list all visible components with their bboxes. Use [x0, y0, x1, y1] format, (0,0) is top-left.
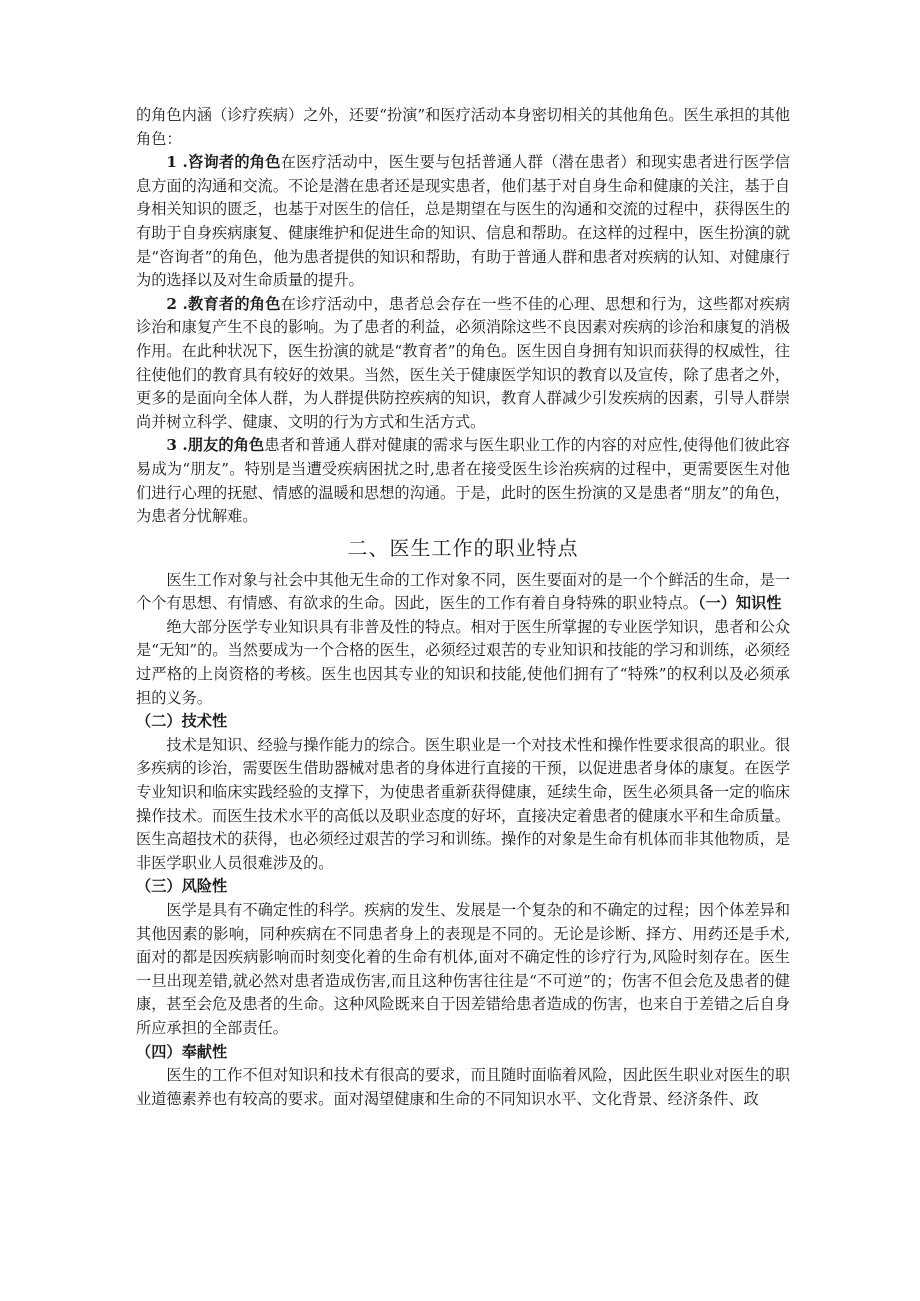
paragraph-technical: 技术是知识、经验与操作能力的综合。医生职业是一个对技术性和操作性要求很高的职业。很多疾病的诊治，需要医生借助器械对患者的身体进行直接的干预，以促进患者身体的康复。在医学专业知识和临床实践经验的支撑下，为使患者重新获得健康，延续生命，医生必须具备一定的临床操作技术。而医生技术水平的高低以及职业态度的好坏，直接决定着患者的健康水平和生命质量。医生高超技术的获得，也必须经过艰苦的学习和训练。操作的对象是生命有机体而非其他物质，是非医学职业人员很难涉及的。 — [136, 735, 790, 872]
role-paragraph-friend — [136, 434, 790, 528]
subheading-dedication: （四）奉献性 — [136, 1042, 228, 1061]
role-body-educator: 在诊疗活动中，患者总会存在一些不佳的心理、思想和行为，这些都对疾病诊治和康复产生不良的影响。为了患者的利益，必须消除这些不良因素对疾病的诊治和康复的消极作用。在此种状况下，医生扮演的就是“教育者”的角色。医生因自身拥有知识而获得的权威性，往往使他们的教育具有较好的效果。当然，医生关于健康医学知识的教育以及宣传，除了患者之外，更多的是面向全体人群，为人群提供防控疾病的知识，教育人群减少引发疾病的因素，引导人群崇尚并树立科学、健康、文明的行为方式和生活方式。 — [136, 294, 790, 431]
subheading-knowledge: （一）知识性 — [697, 594, 782, 613]
role-paragraph-educator — [136, 293, 790, 435]
role-body-friend: 患者和普通人群对健康的需求与医生职业工作的内容的对应性,使得他们彼此容易成为“朋友”。特别是当遭受疾病困扰之时,患者在接受医生诊治疾病的过程中，更需要医生对他们进行心理的抚慰、情感的温暖和思想的沟通。于是，此时的医生扮演的又是患者“朋友”的角色，为患者分忧解难。 — [136, 436, 790, 526]
role-title-educator: 2 .教育者的角色 — [166, 294, 281, 313]
section-lead-paragraph — [136, 569, 790, 616]
role-paragraph-consultant — [136, 151, 790, 293]
paragraph-dedication: 医生的工作不但对知识和技术有很高的要求，而且随时面临着风险，因此医生职业对医生的职业道德素养也有较高的要求。面对渴望健康和生命的不同知识水平、文化背景、经济条件、政 — [136, 1066, 790, 1108]
paragraph-knowledge: 绝大部分医学专业知识具有非普及性的特点。相对于医生所掌握的专业医学知识，患者和公众是“无知”的。当然要成为一个合格的医生，必须经过艰苦的专业知识和技能的学习和训练，必须经过严格的上岗资格的考核。医生也因其专业的知识和技能,使他们拥有了“特殊”的权利以及必须承担的义务。 — [136, 617, 790, 707]
intro-paragraph: 的角色内涵（诊疗疾病）之外，还要“扮演”和医疗活动本身密切相关的其他角色。医生承担的其他角色： — [136, 106, 790, 148]
section-lead-text: 医生工作对象与社会中其他无生命的工作对象不同，医生要面对的是一个个鲜活的生命，是一个个有思想、有情感、有欲求的生命。因此，医生的工作有着自身特殊的职业特点。 — [136, 570, 790, 613]
role-body-consultant: 在医疗活动中，医生要与包括普通人群（潜在患者）和现实患者进行医学信息方面的沟通和交流。不论是潜在患者还是现实患者，他们基于对自身生命和健康的关注，基于自身相关知识的匮乏，也基于对医生的信任，总是期望在与医生的沟通和交流的过程中，获得医生的有助于自身疾病康复、健康维护和促进生命的知识、信息和帮助。在这样的过程中，医生扮演的就是“咨询者”的角色，他为患者提供的知识和帮助，有助于普通人群和患者对疾病的认知、对健康行为的选择以及对生命质量的提升。 — [136, 153, 790, 290]
section-heading: 二、医生工作的职业特点 — [347, 535, 579, 560]
paragraph-risk: 医学是具有不确定性的科学。疾病的发生、发展是一个复杂的和不确定的过程；因个体差异和其他因素的影响，同种疾病在不同患者身上的表现是不同的。无论是诊断、择方、用药还是手术,面对的都是因疾病影响而时刻变化着的生命有机体,面对不确定性的诊疗行为,风险时刻存在。医生一旦出现差错,就必然对患者造成伤害,而且这种伤害往往是“不可逆”的；伤害不但会危及患者的健康，甚至会危及患者的生命。这种风险既来自于因差错给患者造成的伤害，也来自于差错之后自身所应承担的全部责任。 — [136, 901, 790, 1037]
role-title-consultant: 1 .咨询者的角色 — [166, 153, 281, 172]
document-page — [136, 104, 790, 1111]
subheading-risk: （三）风险性 — [136, 877, 228, 896]
role-title-friend: 3 .朋友的角色 — [166, 436, 265, 455]
subheading-technical: （二）技术性 — [136, 712, 228, 731]
